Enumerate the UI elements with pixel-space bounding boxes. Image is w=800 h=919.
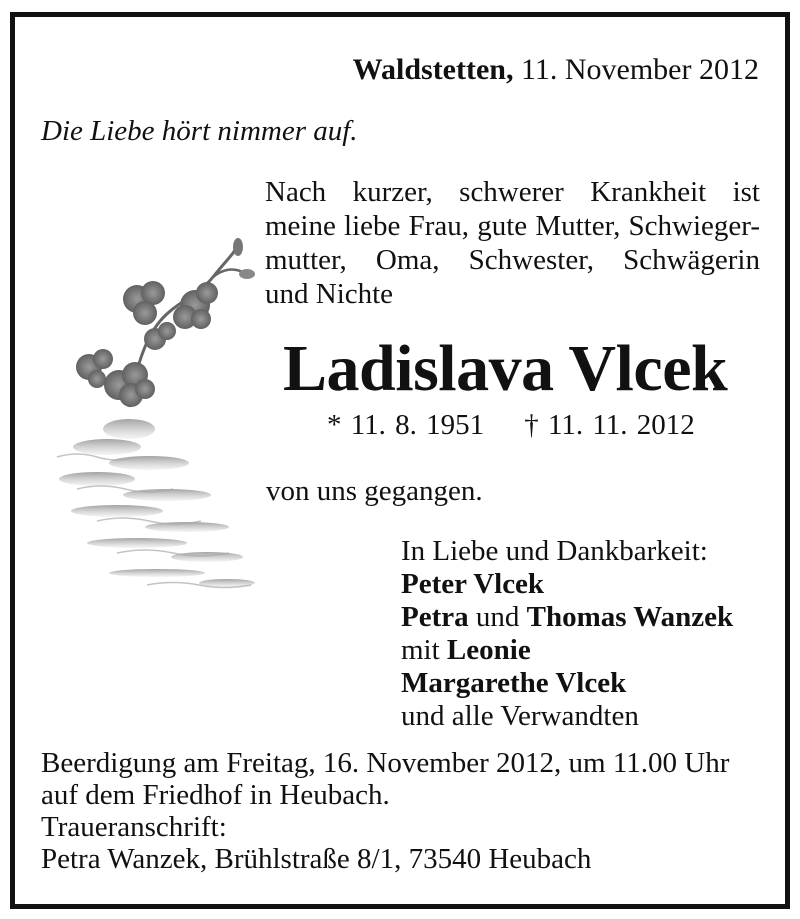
mourner-name: Thomas Wanzek	[526, 601, 734, 633]
notice-date: 11. November 2012	[520, 53, 759, 86]
mourner-connector: mit	[401, 634, 440, 666]
mourner-name: Margarethe Vlcek	[401, 667, 627, 699]
place-name: Waldstetten,	[352, 53, 514, 86]
birth-date: * 11. 8. 1951	[327, 409, 485, 441]
place-date-line	[353, 53, 759, 87]
mourner-name: Petra	[401, 601, 469, 633]
intro-line: meine liebe Frau, gute Mutter, Schwieger-	[265, 210, 760, 242]
deceased-name: Ladislava Vlcek	[283, 332, 728, 405]
closing-phrase: von uns gegangen.	[266, 475, 483, 507]
motto: Die Liebe hört nimmer auf.	[41, 115, 358, 147]
mourner-name: Leonie	[446, 634, 531, 666]
funeral-info	[41, 747, 729, 875]
life-dates	[327, 409, 695, 442]
intro-line: mutter, Oma, Schwester, Schwägerin	[265, 244, 760, 276]
funeral-line: Beerdigung am Freitag, 16. November 2012, um 11.00 Uhr	[41, 747, 730, 779]
funeral-line: Traueranschrift:	[41, 811, 227, 843]
intro-line: und Nichte	[265, 278, 394, 310]
mourners-block	[401, 535, 733, 733]
intro-line: Nach kurzer, schwerer Krankheit ist	[265, 176, 760, 208]
intro-paragraph	[265, 175, 760, 311]
orchid-branch-reflection-icon	[37, 217, 269, 609]
obituary-frame	[10, 12, 790, 909]
mourner-name: Peter Vlcek	[401, 568, 545, 600]
death-date: † 11. 11. 2012	[524, 409, 695, 441]
funeral-line: auf dem Friedhof in Heubach.	[41, 779, 390, 811]
mourners-heading: In Liebe und Dankbarkeit:	[401, 535, 708, 567]
mourners-relatives: und alle Verwandten	[401, 700, 639, 732]
mourner-connector: und	[475, 601, 520, 633]
funeral-address: Petra Wanzek, Brühlstraße 8/1, 73540 Heubach	[41, 843, 592, 875]
